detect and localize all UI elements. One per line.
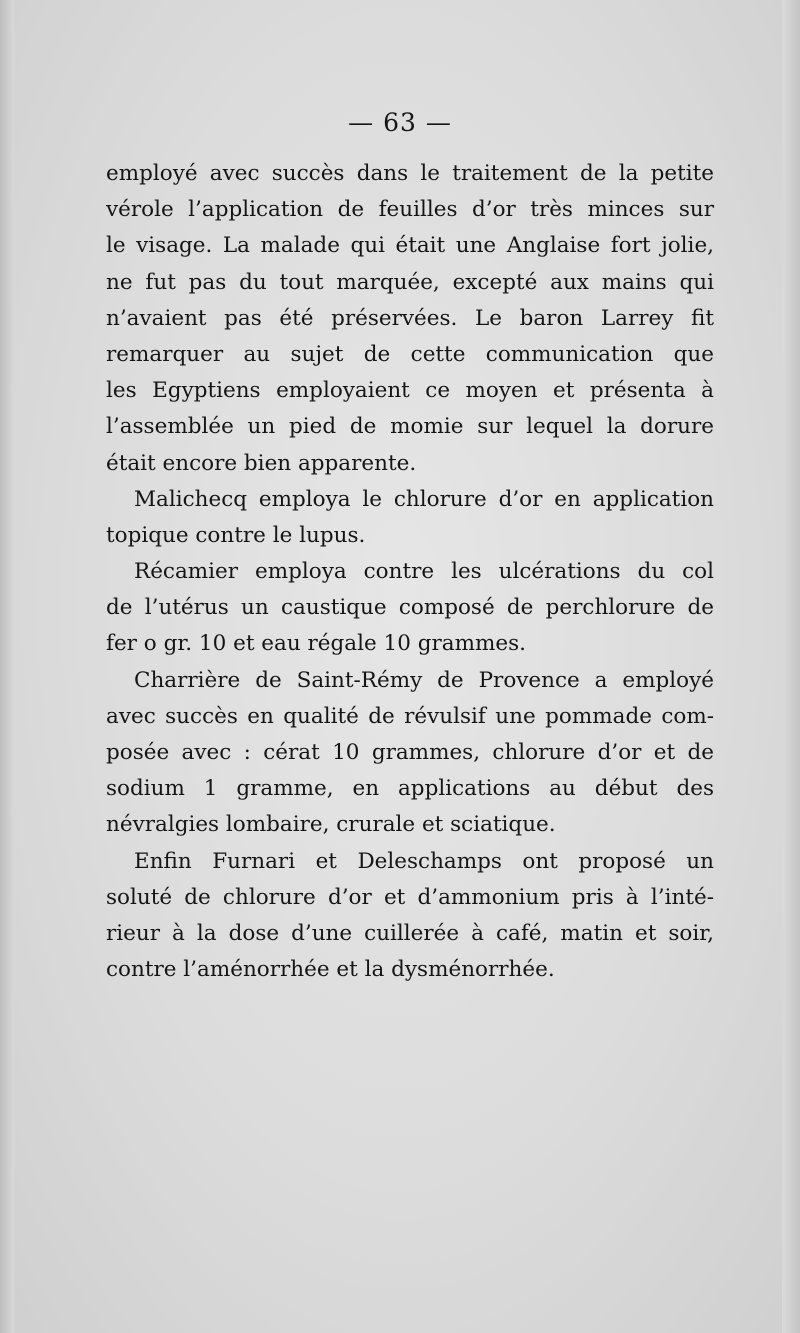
page-left-edge bbox=[0, 0, 14, 1333]
text-line: Charrière de Saint-Rémy de Provence a employé bbox=[134, 667, 714, 693]
text-line: vérole l’application de feuilles d’or très minces sur bbox=[106, 197, 714, 223]
text-line: rieur à la dose d’une cuillerée à café, matin et soir, bbox=[106, 920, 714, 946]
text-line: le visage. La malade qui était une Anglaise fort jolie, bbox=[106, 233, 714, 259]
page-right-edge bbox=[782, 0, 800, 1333]
text-line: topique contre le lupus. bbox=[106, 522, 366, 548]
text-line: Récamier employa contre les ulcérations du col bbox=[134, 559, 714, 585]
text-line: posée avec : cérat 10 grammes, chlorure d’or et de bbox=[106, 740, 714, 765]
text-line: remarquer au sujet de cette communication que bbox=[106, 341, 714, 367]
text-line: n’avaient pas été préservées. Le baron Larrey fit bbox=[106, 305, 714, 331]
text-line: les Egyptiens employaient ce moyen et présenta à bbox=[106, 378, 714, 404]
text-line: de l’utérus un caustique composé de perchlorure de bbox=[106, 595, 714, 621]
text-line: sodium 1 gramme, en applications au début des bbox=[106, 776, 714, 802]
text-line: avec succès en qualité de révulsif une pommade com- bbox=[106, 703, 714, 729]
text-line: névralgies lombaire, crurale et sciatique. bbox=[106, 812, 556, 838]
text-line: Enfin Furnari et Deleschamps ont proposé un bbox=[134, 848, 714, 874]
text-line: fer o gr. 10 et eau régale 10 grammes. bbox=[106, 631, 526, 657]
text-line: était encore bien apparente. bbox=[106, 450, 417, 476]
text-line: soluté de chlorure d’or et d’ammonium pris à l’inté- bbox=[106, 884, 714, 910]
page-number: — 63 — bbox=[348, 108, 452, 137]
text-line: contre l’aménorrhée et la dysménorrhée. bbox=[106, 957, 555, 983]
text-line: l’assemblée un pied de momie sur lequel la dorure bbox=[106, 414, 714, 440]
text-line: employé avec succès dans le traitement de la petite bbox=[106, 161, 714, 186]
text-line: ne fut pas du tout marquée, excepté aux mains qui bbox=[106, 269, 714, 295]
body-text bbox=[106, 156, 714, 988]
text-line: Malichecq employa le chlorure d’or en application bbox=[134, 486, 714, 512]
